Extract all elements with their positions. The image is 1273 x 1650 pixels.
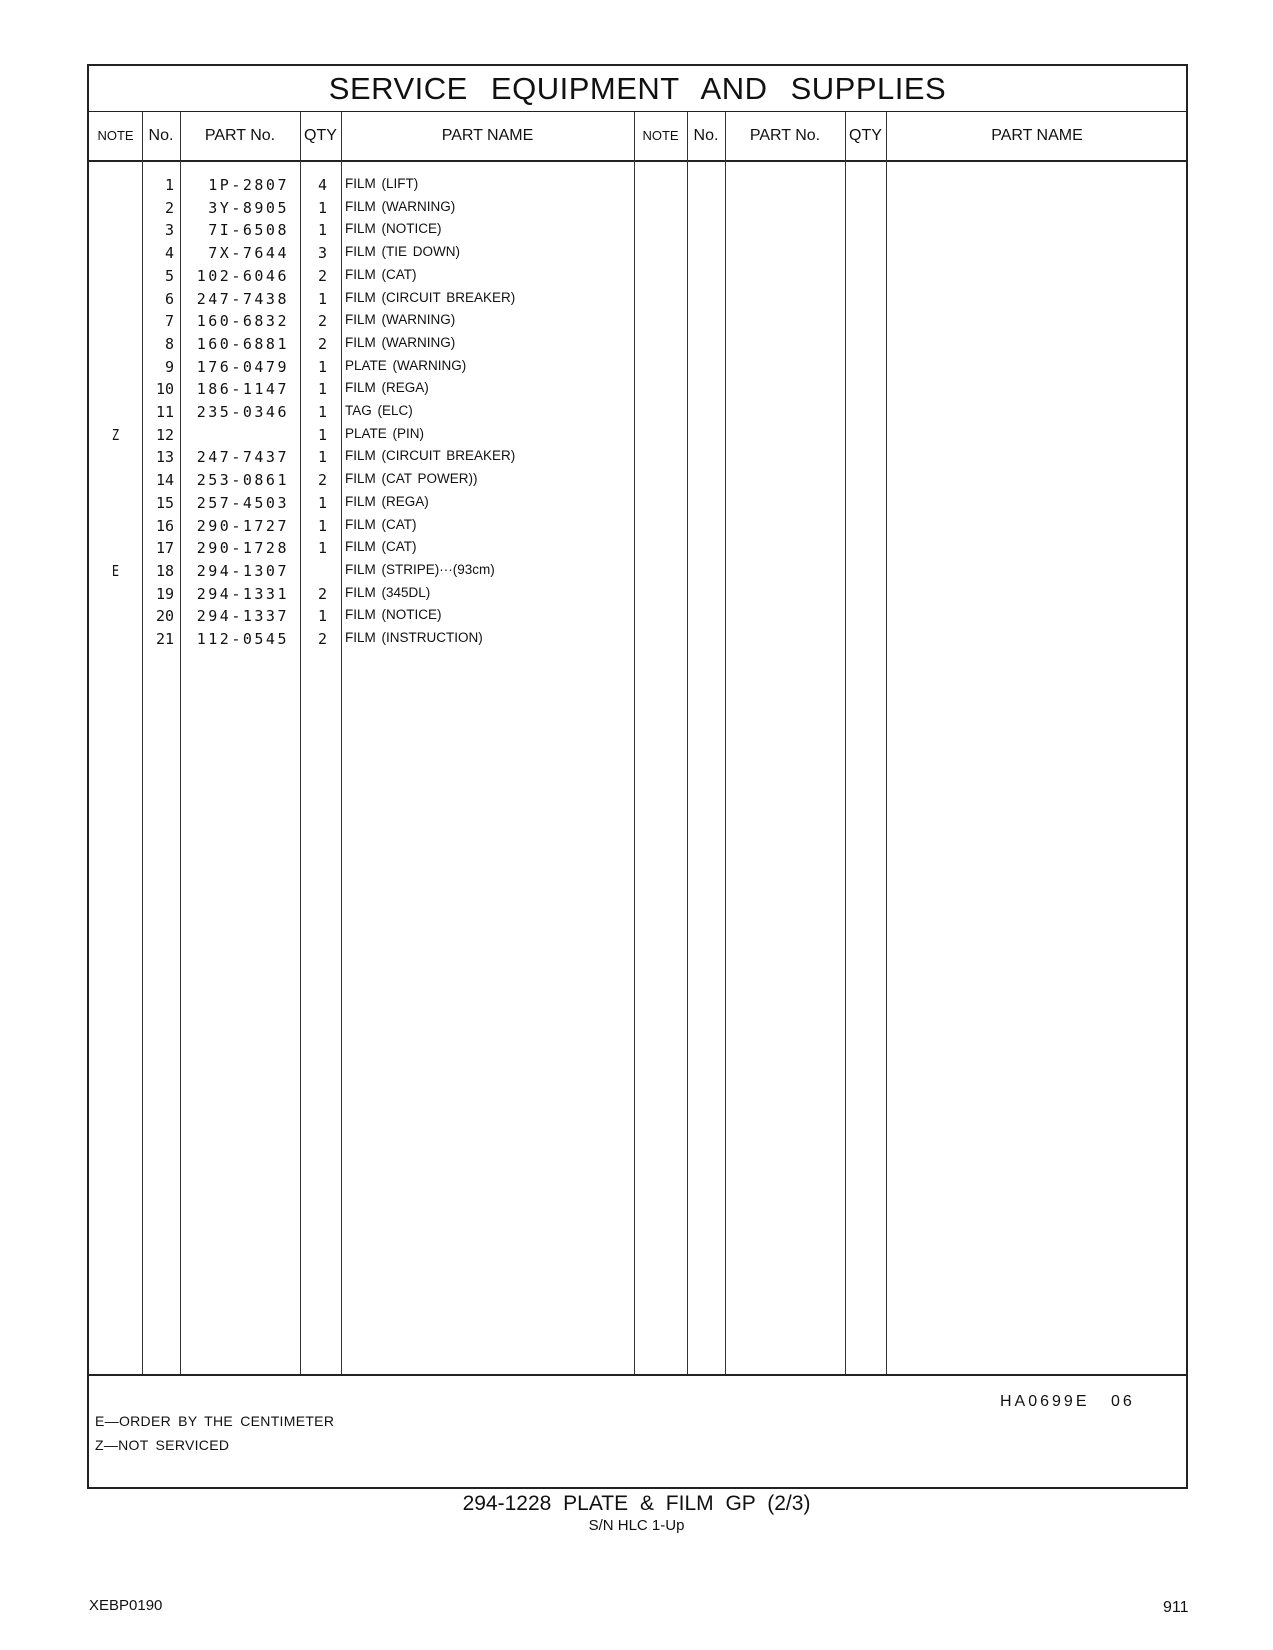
quantity-cell: 3 xyxy=(317,244,327,263)
quantity-cell: 1 xyxy=(317,198,327,217)
part-name-cell: FILM (REGA) xyxy=(345,380,429,396)
header-part-no-left: PART No. xyxy=(204,127,276,144)
quantity-cell: 1 xyxy=(317,357,327,376)
table-row xyxy=(89,290,1186,313)
part-name-cell: FILM (CAT POWER)) xyxy=(345,471,478,487)
note-cell: E xyxy=(111,561,120,580)
document-id: XEBP0190 xyxy=(89,1597,163,1614)
parts-table-frame xyxy=(87,64,1188,1489)
quantity-cell: 1 xyxy=(317,448,327,467)
header-note-left: NOTE xyxy=(97,128,134,143)
header-divider xyxy=(89,160,1186,162)
serial-range: S/N HLC 1-Up xyxy=(588,1517,685,1534)
part-name-cell: FILM (STRIPE)···(93cm) xyxy=(345,561,495,577)
quantity-cell: 4 xyxy=(317,176,327,194)
part-number-cell: 160-6881 xyxy=(196,334,289,353)
table-row xyxy=(89,221,1186,244)
table-row xyxy=(89,448,1186,471)
item-number-cell: 13 xyxy=(155,448,174,467)
quantity-cell: 2 xyxy=(317,312,327,331)
table-row xyxy=(89,358,1186,381)
item-number-cell: 18 xyxy=(155,561,174,580)
item-number-cell: 12 xyxy=(155,425,174,444)
table-row xyxy=(89,199,1186,222)
item-number-cell: 2 xyxy=(164,198,174,217)
item-number-cell: 15 xyxy=(155,493,174,512)
illustration-code: HA0699E 06 xyxy=(1000,1393,1135,1410)
part-number-cell: 253-0861 xyxy=(196,471,289,490)
header-no-right: No. xyxy=(693,127,719,144)
table-row xyxy=(89,539,1186,562)
table-row xyxy=(89,335,1186,358)
table-row xyxy=(89,403,1186,426)
table-row xyxy=(89,494,1186,517)
table-row xyxy=(89,607,1186,630)
part-number-cell: 247-7438 xyxy=(196,289,289,308)
quantity-cell: 2 xyxy=(317,630,327,648)
part-name-cell: FILM (INSTRUCTION) xyxy=(345,630,483,645)
table-row xyxy=(89,426,1186,449)
header-qty-right: QTY xyxy=(849,127,882,144)
item-number-cell: 8 xyxy=(164,334,174,353)
item-number-cell: 6 xyxy=(164,289,174,308)
table-row xyxy=(89,244,1186,267)
footnote-e: E—ORDER BY THE CENTIMETER xyxy=(95,1413,335,1429)
page-number: 911 xyxy=(1163,1599,1189,1616)
footnote-z: Z—NOT SERVICED xyxy=(95,1437,230,1453)
table-row xyxy=(89,517,1186,540)
header-note-right: NOTE xyxy=(642,128,679,143)
item-number-cell: 17 xyxy=(155,539,174,558)
quantity-cell: 1 xyxy=(317,403,327,421)
part-name-cell: FILM (345DL) xyxy=(345,584,431,600)
part-number-cell: 102-6046 xyxy=(196,266,289,285)
quantity-cell: 1 xyxy=(317,516,327,535)
quantity-cell: 2 xyxy=(317,584,327,603)
table-row xyxy=(89,312,1186,335)
part-number-cell: 176-0479 xyxy=(196,357,289,376)
part-name-cell: FILM (WARNING) xyxy=(345,312,456,328)
part-number-cell: 112-0545 xyxy=(196,630,289,648)
item-number-cell: 11 xyxy=(155,403,174,421)
item-number-cell: 1 xyxy=(164,176,174,194)
part-name-cell: FILM (TIE DOWN) xyxy=(345,244,460,260)
part-name-cell: FILM (CAT) xyxy=(345,539,417,555)
item-number-cell: 21 xyxy=(155,630,174,648)
part-name-cell: FILM (NOTICE) xyxy=(345,221,442,237)
item-number-cell: 7 xyxy=(164,312,174,331)
group-caption: 294-1228 PLATE & FILM GP (2/3) xyxy=(462,1492,811,1515)
part-name-cell: FILM (CIRCUIT BREAKER) xyxy=(345,448,516,464)
table-row xyxy=(89,562,1186,585)
item-number-cell: 20 xyxy=(155,607,174,626)
part-number-cell: 290-1728 xyxy=(196,539,289,558)
table-row xyxy=(89,176,1186,199)
part-name-cell: FILM (WARNING) xyxy=(345,334,456,350)
note-cell: Z xyxy=(111,425,120,444)
quantity-cell: 1 xyxy=(317,425,327,444)
quantity-cell: 1 xyxy=(317,289,327,308)
part-name-cell: TAG (ELC) xyxy=(345,403,413,418)
part-name-cell: FILM (CAT) xyxy=(345,516,417,532)
part-number-cell: 257-4503 xyxy=(196,493,289,512)
part-name-cell: PLATE (PIN) xyxy=(345,425,425,441)
item-number-cell: 4 xyxy=(164,244,174,263)
part-number-cell: 7X-7644 xyxy=(208,244,289,263)
item-number-cell: 5 xyxy=(164,266,174,285)
item-number-cell: 10 xyxy=(155,380,174,399)
part-name-cell: FILM (NOTICE) xyxy=(345,607,442,623)
quantity-cell: 1 xyxy=(317,539,327,558)
header-part-name-right: PART NAME xyxy=(991,127,1083,144)
header-no-left: No. xyxy=(148,127,174,144)
part-number-cell: 160-6832 xyxy=(196,312,289,331)
item-number-cell: 19 xyxy=(155,584,174,603)
table-row xyxy=(89,630,1186,653)
part-number-cell: 235-0346 xyxy=(196,403,289,421)
header-qty-left: QTY xyxy=(304,127,337,144)
part-name-cell: FILM (CAT) xyxy=(345,266,417,282)
part-name-cell: PLATE (WARNING) xyxy=(345,357,467,373)
item-number-cell: 14 xyxy=(155,471,174,490)
part-name-cell: FILM (WARNING) xyxy=(345,198,456,214)
table-row xyxy=(89,380,1186,403)
item-number-cell: 16 xyxy=(155,516,174,535)
part-number-cell: 294-1331 xyxy=(196,584,289,603)
table-row xyxy=(89,471,1186,494)
header-part-no-right: PART No. xyxy=(749,127,821,144)
part-number-cell: 7I-6508 xyxy=(208,221,289,240)
quantity-cell: 1 xyxy=(317,380,327,399)
part-number-cell: 294-1307 xyxy=(196,561,289,580)
part-number-cell: 247-7437 xyxy=(196,448,289,467)
table-row xyxy=(89,585,1186,608)
table-title: SERVICE EQUIPMENT AND SUPPLIES xyxy=(89,66,1186,112)
quantity-cell: 1 xyxy=(317,493,327,512)
header-part-name-left: PART NAME xyxy=(441,127,534,144)
table-row xyxy=(89,267,1186,290)
part-number-cell: 294-1337 xyxy=(196,607,289,626)
part-number-cell: 186-1147 xyxy=(196,380,289,399)
quantity-cell: 1 xyxy=(317,221,327,240)
item-number-cell: 3 xyxy=(164,221,174,240)
part-name-cell: FILM (LIFT) xyxy=(345,176,419,191)
quantity-cell: 1 xyxy=(317,607,327,626)
quantity-cell: 2 xyxy=(317,334,327,353)
footer-divider xyxy=(89,1374,1186,1376)
part-number-cell: 1P-2807 xyxy=(208,176,289,194)
part-number-cell: 3Y-8905 xyxy=(208,198,289,217)
quantity-cell: 2 xyxy=(317,266,327,285)
part-name-cell: FILM (CIRCUIT BREAKER) xyxy=(345,289,516,305)
part-number-cell: 290-1727 xyxy=(196,516,289,535)
part-name-cell: FILM (REGA) xyxy=(345,493,429,509)
quantity-cell: 2 xyxy=(317,471,327,490)
item-number-cell: 9 xyxy=(164,357,174,376)
